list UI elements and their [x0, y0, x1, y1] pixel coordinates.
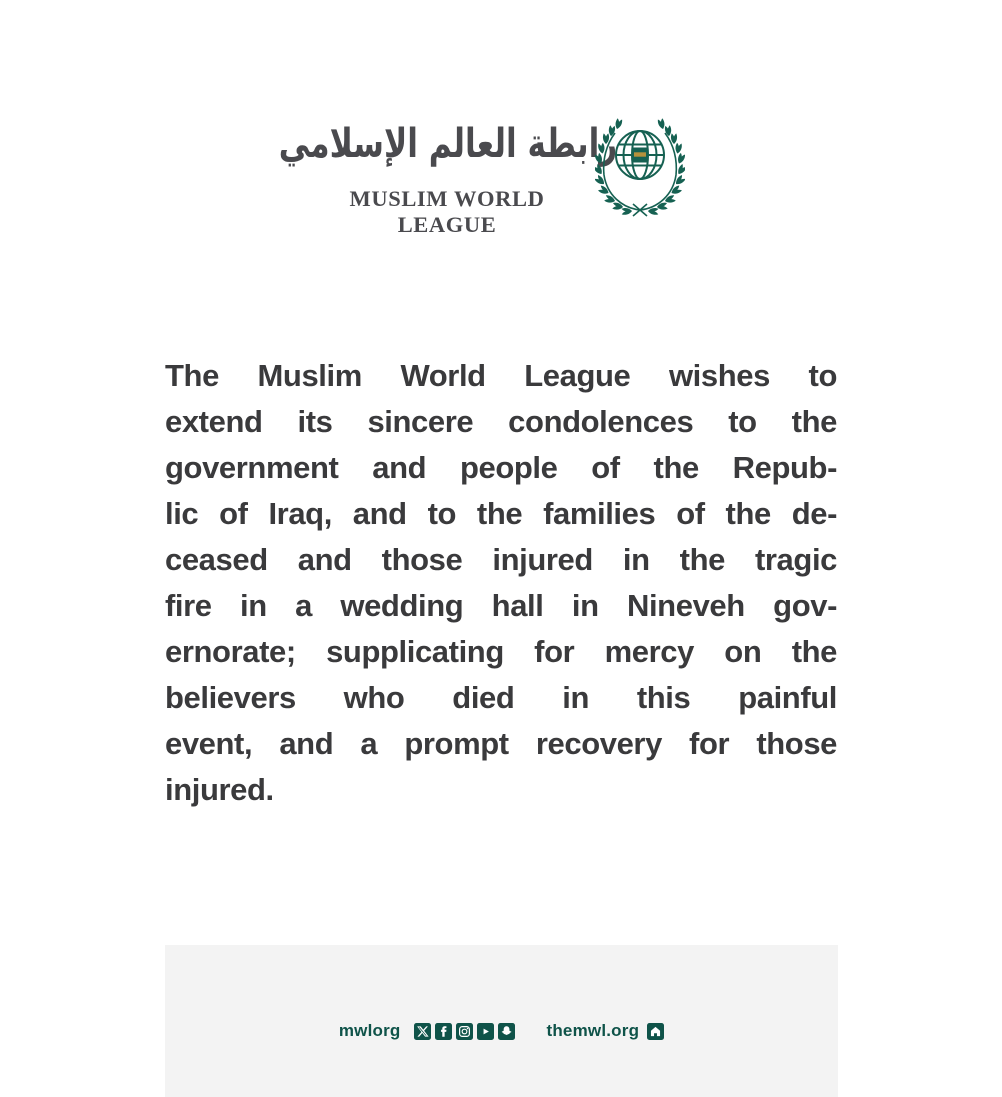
- instagram-icon[interactable]: [456, 1023, 473, 1040]
- body-line: ernorate; supplicating for mercy on the: [165, 634, 837, 669]
- facebook-icon[interactable]: [435, 1023, 452, 1040]
- x-icon[interactable]: [414, 1023, 431, 1040]
- mwl-wordmark: MUSLIM WORLD LEAGUE: [349, 186, 545, 237]
- social-handle[interactable]: mwlorg: [338, 1021, 401, 1040]
- snapchat-icon[interactable]: [498, 1023, 515, 1040]
- mwl-arabic-calligraphy: [278, 100, 617, 188]
- condolence-paragraph: [165, 353, 837, 813]
- home-icon[interactable]: [647, 1023, 664, 1040]
- mwl-emblem-icon: [595, 115, 685, 217]
- body-line: lic of Iraq, and to the families of the de-: [165, 496, 837, 531]
- body-line: believers who died in this painful: [165, 680, 837, 715]
- body-line: ceased and those injured in the tragic: [165, 542, 837, 577]
- body-line: government and people of the Repub-: [165, 450, 837, 485]
- mwl-arabic-text: رابطة العالم الإسلامي: [278, 121, 617, 167]
- youtube-icon[interactable]: [477, 1023, 494, 1040]
- footer-bar: [165, 945, 838, 1097]
- footer-social-row: [165, 1021, 838, 1041]
- body-line: fire in a wedding hall in Nineveh gov-: [165, 588, 837, 623]
- body-line: The Muslim World League wishes to: [165, 358, 837, 393]
- body-line: event, and a prompt recovery for those: [165, 726, 837, 761]
- body-line: injured.: [165, 772, 274, 807]
- website-url[interactable]: themwl.org: [546, 1021, 640, 1040]
- laurel-wreath-icon: [595, 118, 685, 216]
- body-line: extend its sincere condolences to the: [165, 404, 837, 439]
